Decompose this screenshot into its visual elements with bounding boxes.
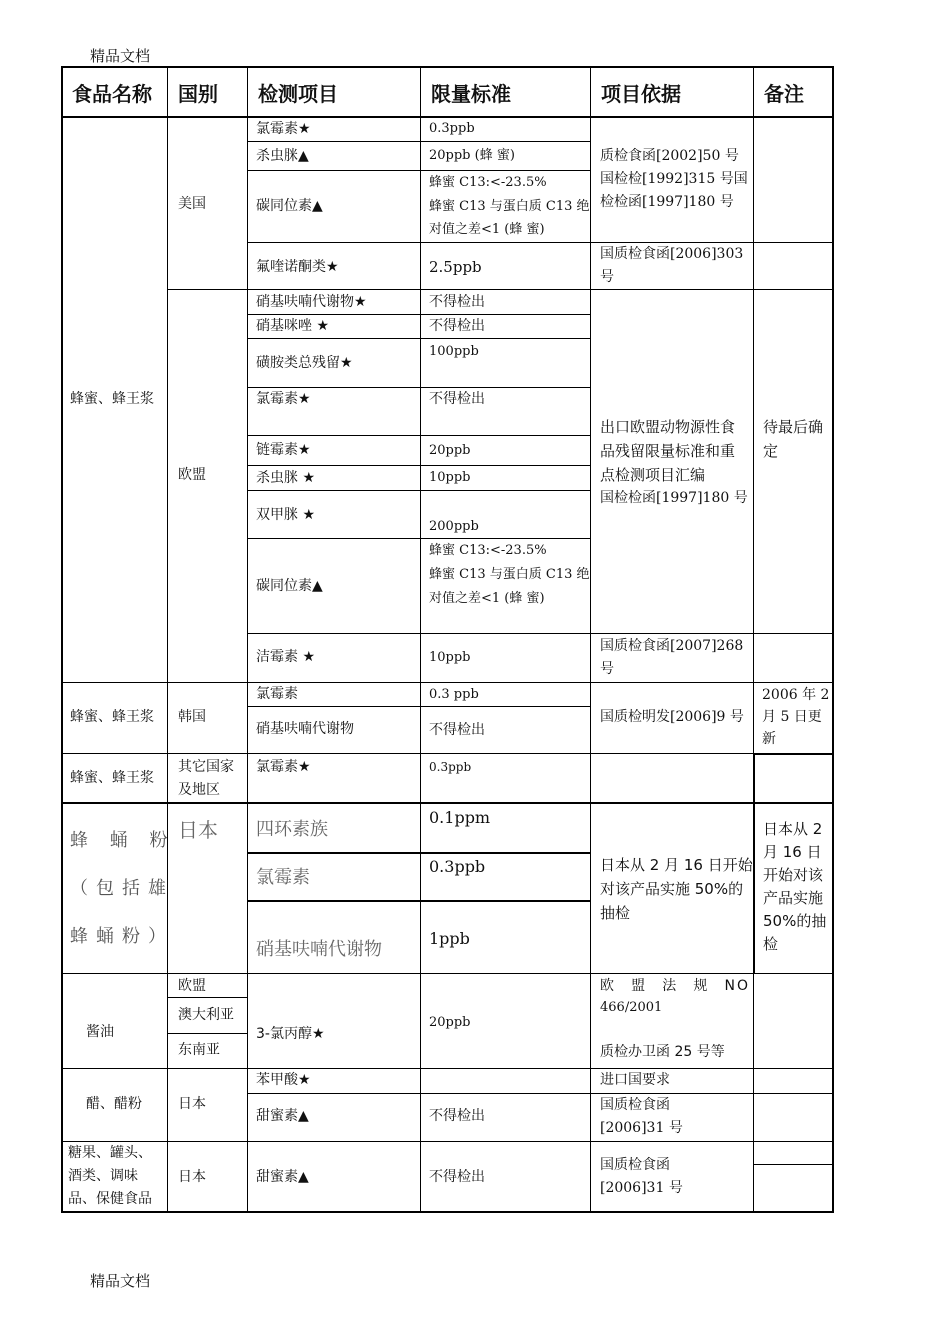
item-us-chloramphenicol: 氯霉素★ [256,121,311,137]
country-soy-au: 澳大利亚 [178,1007,234,1023]
item-eu-3: 磺胺类总残留★ [256,355,353,371]
limit-eu-8b: 蜂蜜 C13 与蛋白质 C13 绝 [429,567,590,582]
limit-eu-4: 不得检出 [429,391,485,407]
basis-jp-pollen: 日本从 2 月 16 日开始 对该产品实施 50%的 抽检 [600,856,753,922]
country-us: 美国 [178,196,206,212]
country-korea: 韩国 [178,709,206,725]
item-candy: 甜蜜素▲ [256,1169,309,1185]
limit-eu-2: 不得检出 [429,318,485,334]
page-header: 精品文档 [90,47,151,65]
limit-us-3c: 对值之差<1 (蜂 蜜) [429,222,545,237]
basis-eu-1: 出口欧盟动物源性食 品残留限量标准和重 点检测项目汇编 国检检函[1997]180 号 [600,418,748,506]
item-kr-2: 硝基呋喃代谢物 [256,721,354,737]
col-header-food: 食品名称 [72,81,152,106]
item-us-carbon-isotope: 碳同位素▲ [256,198,323,214]
item-eu-2: 硝基咪唑 ★ [256,318,330,334]
item-jp-3: 硝基呋喃代谢物 [256,939,382,960]
item-vinegar-1: 苯甲酸★ [256,1072,311,1088]
limit-jp-1: 0.1ppm [429,808,491,827]
food-soy-sauce: 酱油 [86,1024,114,1040]
limit-eu-3: 100ppb [429,344,479,359]
limit-vinegar: 不得检出 [429,1108,485,1124]
limit-eu-8c: 对值之差<1 (蜂 蜜) [429,591,545,606]
basis-soy: 欧 盟 法 规 NO 466/2001 质检办卫函 25 号等 [600,978,750,1060]
item-eu-5: 链霉素★ [256,442,311,458]
basis-kr: 国质检明发[2006]9 号 [600,709,744,725]
item-eu-7: 双甲脒 ★ [256,507,316,523]
basis-candy: 国质检食函 [2006]31 号 [600,1157,683,1196]
limit-jp-2: 0.3ppb [429,857,486,876]
food-honey-other: 蜂蜜、蜂王浆 [70,770,154,786]
item-eu-9: 洁霉素 ★ [256,649,316,665]
limit-us-4: 2.5ppb [429,258,482,276]
remark-kr: 2006 年 2 月 5 日更 新 [762,687,830,747]
country-soy-sea: 东南亚 [178,1042,220,1058]
col-header-basis: 项目依据 [601,81,681,106]
limit-eu-5: 20ppb [429,443,471,458]
limit-kr-1: 0.3 ppb [429,687,479,702]
item-eu-4: 氯霉素★ [256,391,311,407]
limit-eu-8a: 蜂蜜 C13:<-23.5% [429,543,547,558]
limit-us-2: 20ppb (蜂 蜜) [429,148,515,163]
food-honey-kr: 蜂蜜、蜂王浆 [70,709,154,725]
item-eu-8: 碳同位素▲ [256,578,323,594]
item-us-chlordimeform: 杀虫脒▲ [256,148,309,164]
item-us-fluoroquinolones: 氟喹诺酮类★ [256,259,339,275]
food-vinegar: 醋、醋粉 [86,1096,142,1112]
item-eu-6: 杀虫脒 ★ [256,470,316,486]
basis-us-1: 质检食函[2002]50 号 国检检[1992]315 号国 检检函[1997]180 号 [600,148,748,210]
limit-kr-2: 不得检出 [429,722,485,738]
item-soy: 3-氯丙醇★ [256,1026,325,1042]
limit-candy: 不得检出 [429,1169,485,1185]
country-vinegar: 日本 [178,1096,206,1112]
item-eu-1: 硝基呋喃代谢物★ [256,294,367,310]
country-candy: 日本 [178,1169,206,1185]
limit-eu-7: 200ppb [429,519,479,534]
item-jp-2: 氯霉素 [256,867,310,888]
limit-us-1: 0.3ppb [429,121,475,136]
limit-eu-6: 10ppb [429,470,471,485]
col-header-test-item: 检测项目 [258,81,338,106]
item-vinegar-2: 甜蜜素▲ [256,1108,309,1124]
limit-us-3a: 蜂蜜 C13:<-23.5% [429,175,547,190]
limit-jp-3: 1ppb [429,929,470,948]
country-eu: 欧盟 [178,467,206,483]
food-honey: 蜂蜜、蜂王浆 [70,391,154,407]
basis-us-2: 国质检食函[2006]303 号 [600,246,744,285]
limit-soy: 20ppb [429,1015,471,1030]
item-other: 氯霉素★ [256,759,311,775]
basis-vinegar-1: 进口国要求 [600,1072,670,1088]
food-bee-pupa: 蜂 蛹 粉 （包括雄 蜂蛹粉） [70,830,176,947]
remark-eu: 待最后确 定 [763,418,824,460]
item-jp-1: 四环素族 [256,819,328,840]
country-soy-eu: 欧盟 [178,978,206,994]
col-header-country: 国别 [178,81,218,106]
remark-jp-pollen: 日本从 2 月 16 日 开始对该 产品实施 50%的抽 检 [763,820,827,953]
col-header-limit: 限量标准 [431,81,511,106]
page-footer: 精品文档 [90,1272,151,1290]
limit-us-3b: 蜂蜜 C13 与蛋白质 C13 绝 [429,199,590,214]
country-other: 其它国家 及地区 [178,759,234,798]
food-candy: 糖果、罐头、 酒类、调味 品、保健食品 [68,1145,152,1207]
country-japan-pollen: 日本 [178,818,218,842]
limit-other: 0.3ppb [429,760,472,774]
basis-eu-2: 国质检食函[2007]268 号 [600,638,744,677]
limit-eu-1: 不得检出 [429,294,485,310]
col-header-remark: 备注 [764,81,804,106]
limit-eu-9: 10ppb [429,650,471,665]
item-kr-1: 氯霉素 [256,686,298,702]
basis-vinegar-2: 国质检食函 [2006]31 号 [600,1097,683,1136]
